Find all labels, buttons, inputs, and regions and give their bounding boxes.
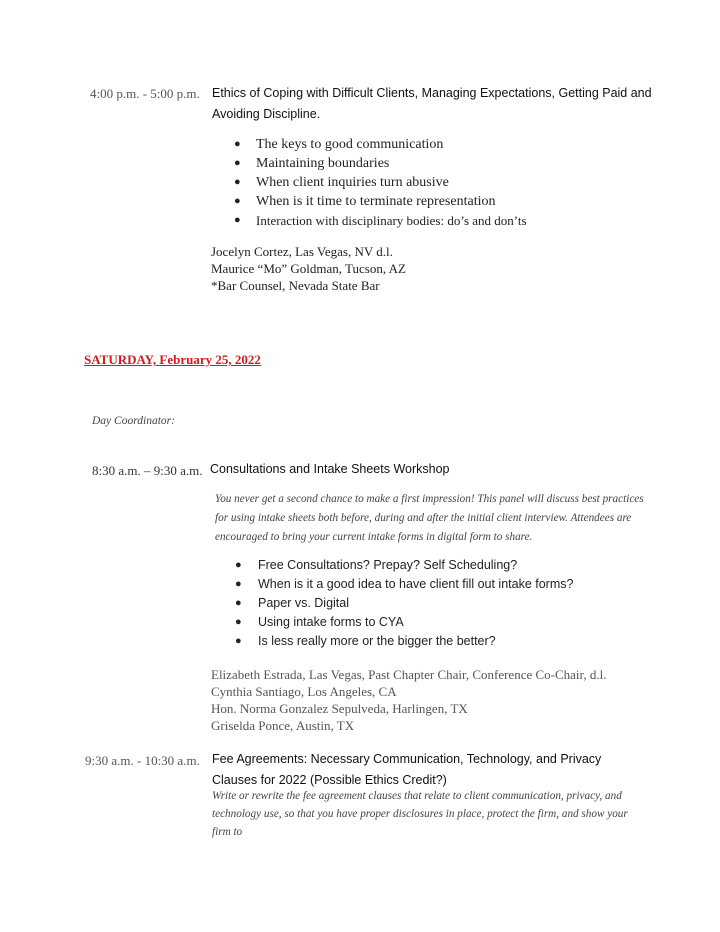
speaker-line: Griselda Ponce, Austin, TX	[211, 718, 355, 733]
list-item: ● When client inquiries turn abusive	[234, 175, 449, 190]
list-item: ● Interaction with disciplinary bodies: do’s and don’ts	[234, 213, 527, 228]
bullet-icon: ●	[234, 176, 241, 188]
bullet-icon: ●	[235, 559, 242, 571]
speaker-line: Elizabeth Estrada, Las Vegas, Past Chapter Chair, Conference Co-Chair, d.l.	[211, 667, 607, 682]
bullet-icon: ●	[234, 138, 241, 150]
list-item: ● When is it time to terminate representation	[234, 194, 496, 209]
bullet-icon: ●	[235, 616, 242, 628]
list-item: ● Is less really more or the bigger the better?	[235, 632, 675, 651]
day-title: SATURDAY, February 25, 2022	[84, 352, 261, 367]
speaker-line: *Bar Counsel, Nevada State Bar	[211, 278, 380, 293]
session3-time: 9:30 a.m. - 10:30 a.m.	[85, 753, 200, 768]
session2-bullet-list	[235, 556, 675, 651]
bullet-icon: ●	[235, 635, 242, 647]
speaker-line: Hon. Norma Gonzalez Sepulveda, Harlingen, TX	[211, 701, 468, 716]
bullet-icon: ●	[234, 214, 241, 226]
list-item: ● Paper vs. Digital	[235, 594, 675, 613]
session2-speakers	[211, 666, 606, 734]
bullet-icon: ●	[235, 578, 242, 590]
speaker-line: Maurice “Mo” Goldman, Tucson, AZ	[211, 261, 406, 276]
list-item: ● Maintaining boundaries	[234, 156, 390, 171]
list-item: ● When is it a good idea to have client fill out intake forms?	[235, 575, 675, 594]
session2-title: Consultations and Intake Sheets Workshop	[210, 462, 450, 476]
session1-speakers	[211, 243, 406, 294]
session2-description: You never get a second chance to make a first impression! This panel will discuss best practices for using intake sheets both before, during and after the initial client interview. Attendees are encouraged to bring your current intake forms in digital form to share.	[215, 493, 644, 543]
list-item: ● Free Consultations? Prepay? Self Scheduling?	[235, 556, 675, 575]
bullet-icon: ●	[234, 157, 241, 169]
session1-bullet-list	[234, 135, 674, 230]
session3-title: Fee Agreements: Necessary Communication, Technology, and Privacy Clauses for 2022 (Possible Ethics Credit?)	[212, 752, 602, 787]
list-item: ● The keys to good communication	[234, 137, 444, 152]
session3-description: Write or rewrite the fee agreement clauses that relate to client communication, privacy, and technology use, so that you have proper disclosures in place, protect the firm, and show your firm to	[212, 790, 628, 838]
list-item: ● Using intake forms to CYA	[235, 613, 675, 632]
day-coordinator-label: Day Coordinator:	[92, 415, 175, 427]
session2-time: 8:30 a.m. – 9:30 a.m.	[92, 463, 203, 478]
bullet-icon: ●	[234, 195, 241, 207]
speaker-line: Jocelyn Cortez, Las Vegas, NV d.l.	[211, 244, 393, 259]
speaker-line: Cynthia Santiago, Los Angeles, CA	[211, 684, 397, 699]
bullet-icon: ●	[235, 597, 242, 609]
session1-time: 4:00 p.m. - 5:00 p.m.	[90, 86, 200, 101]
session1-title: Ethics of Coping with Difficult Clients, Managing Expectations, Getting Paid and Avoiding Discipline.	[212, 86, 652, 121]
